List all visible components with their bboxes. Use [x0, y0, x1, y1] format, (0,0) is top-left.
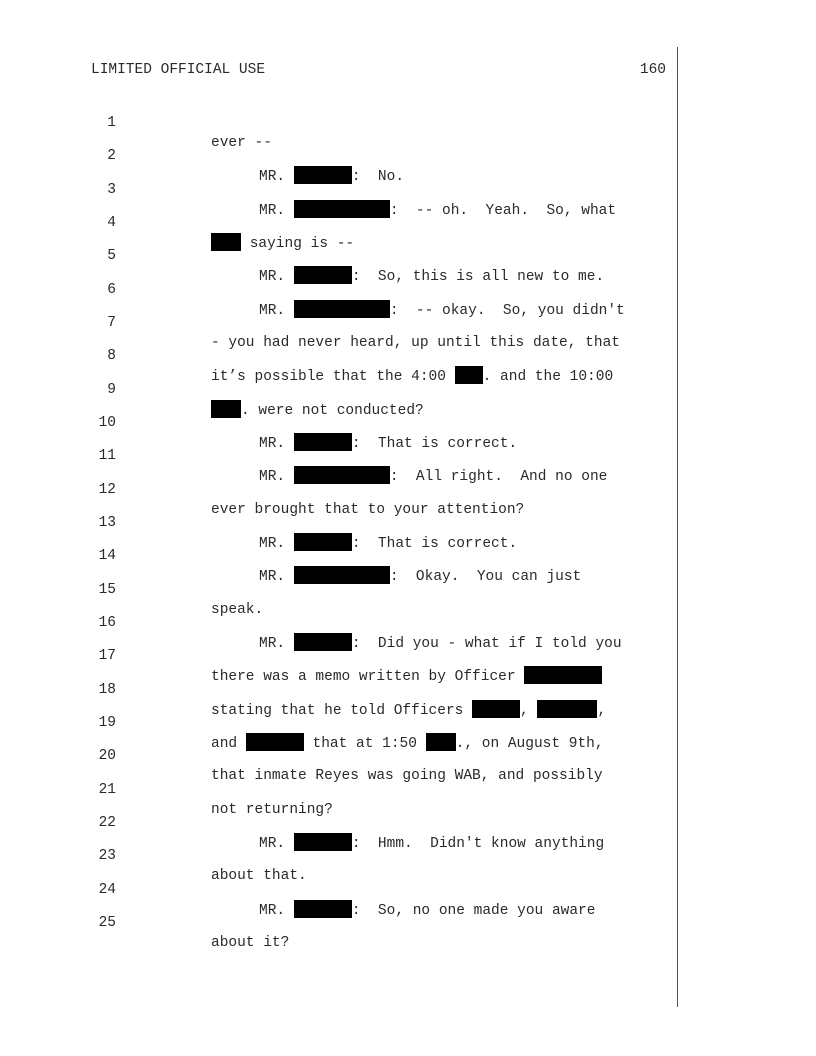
redaction-box	[294, 300, 390, 318]
redaction-box	[211, 400, 241, 418]
line-text: MR. : -- oh. Yeah. So, what	[259, 200, 616, 221]
redaction-box	[294, 266, 352, 284]
line-number: 25	[98, 915, 116, 931]
redaction-box	[294, 466, 390, 484]
line-number: 12	[98, 482, 116, 498]
redaction-box	[294, 166, 352, 184]
redaction-box	[294, 566, 390, 584]
line-number: 8	[107, 348, 116, 364]
line-text: about that.	[211, 868, 307, 884]
line-text: saying is --	[211, 233, 354, 254]
redaction-box	[211, 233, 241, 251]
line-text: MR. : Hmm. Didn't know anything	[259, 833, 604, 854]
line-number: 17	[98, 648, 116, 664]
line-number: 9	[107, 382, 116, 398]
line-number: 19	[98, 715, 116, 731]
right-margin-rule	[677, 47, 678, 1007]
line-number: 13	[98, 515, 116, 531]
line-number: 5	[107, 248, 116, 264]
line-text: there was a memo written by Officer	[211, 666, 602, 687]
line-number: 22	[98, 815, 116, 831]
line-text: about it?	[211, 935, 290, 951]
line-text: and that at 1:50 ., on August 9th,	[211, 733, 604, 754]
line-text: MR. : Okay. You can just	[259, 566, 581, 587]
line-number: 3	[107, 182, 116, 198]
redaction-box	[294, 833, 352, 851]
redaction-box	[426, 733, 456, 751]
line-number: 11	[98, 448, 116, 464]
line-text: ever brought that to your attention?	[211, 502, 525, 518]
line-text: stating that he told Officers , ,	[211, 700, 606, 721]
redaction-box	[246, 733, 304, 751]
line-number: 1	[107, 115, 116, 131]
line-text: - you had never heard, up until this date, that	[211, 335, 620, 351]
transcript-line	[0, 193, 355, 252]
line-text: MR. : So, this is all new to me.	[259, 266, 604, 287]
line-number: 24	[98, 882, 116, 898]
line-text: MR. : So, no one made you aware	[259, 900, 595, 921]
line-text: speak.	[211, 602, 264, 618]
redaction-box	[472, 700, 520, 718]
line-text: MR. : -- okay. So, you didn't	[259, 300, 625, 321]
redaction-box	[294, 433, 352, 451]
redaction-box	[294, 900, 352, 918]
redaction-box	[537, 700, 597, 718]
transcript-line	[0, 893, 290, 951]
redaction-box	[524, 666, 602, 684]
line-number: 15	[98, 582, 116, 598]
line-number: 18	[98, 682, 116, 698]
line-text: it’s possible that the 4:00 . and the 10:00	[211, 366, 613, 387]
line-text: MR. : Did you - what if I told you	[259, 633, 622, 654]
line-number: 23	[98, 848, 116, 864]
transcript-line	[0, 93, 272, 151]
redaction-box	[294, 633, 352, 651]
transcript-line	[0, 560, 264, 618]
line-number: 2	[107, 148, 116, 164]
line-number: 21	[98, 782, 116, 798]
transcript-line	[0, 826, 307, 884]
line-text: not returning?	[211, 802, 333, 818]
redaction-box	[294, 533, 352, 551]
line-text: MR. : That is correct.	[259, 533, 517, 554]
line-number: 10	[98, 415, 116, 431]
header-classification: LIMITED OFFICIAL USE	[91, 62, 266, 78]
redaction-box	[455, 366, 483, 384]
line-text: ever --	[211, 135, 272, 151]
line-number: 16	[98, 615, 116, 631]
line-number: 20	[98, 748, 116, 764]
redaction-box	[294, 200, 390, 218]
page-number: 160	[639, 62, 666, 78]
line-number: 14	[98, 548, 116, 564]
line-number: 4	[107, 215, 116, 231]
line-number: 7	[107, 315, 116, 331]
line-text: . were not conducted?	[211, 400, 424, 421]
line-text: MR. : All right. And no one	[259, 466, 607, 487]
transcript-line	[0, 760, 333, 818]
line-text: that inmate Reyes was going WAB, and possibly	[211, 768, 603, 784]
line-number: 6	[107, 282, 116, 298]
line-text: MR. : That is correct.	[259, 433, 517, 454]
line-text: MR. : No.	[259, 166, 404, 187]
